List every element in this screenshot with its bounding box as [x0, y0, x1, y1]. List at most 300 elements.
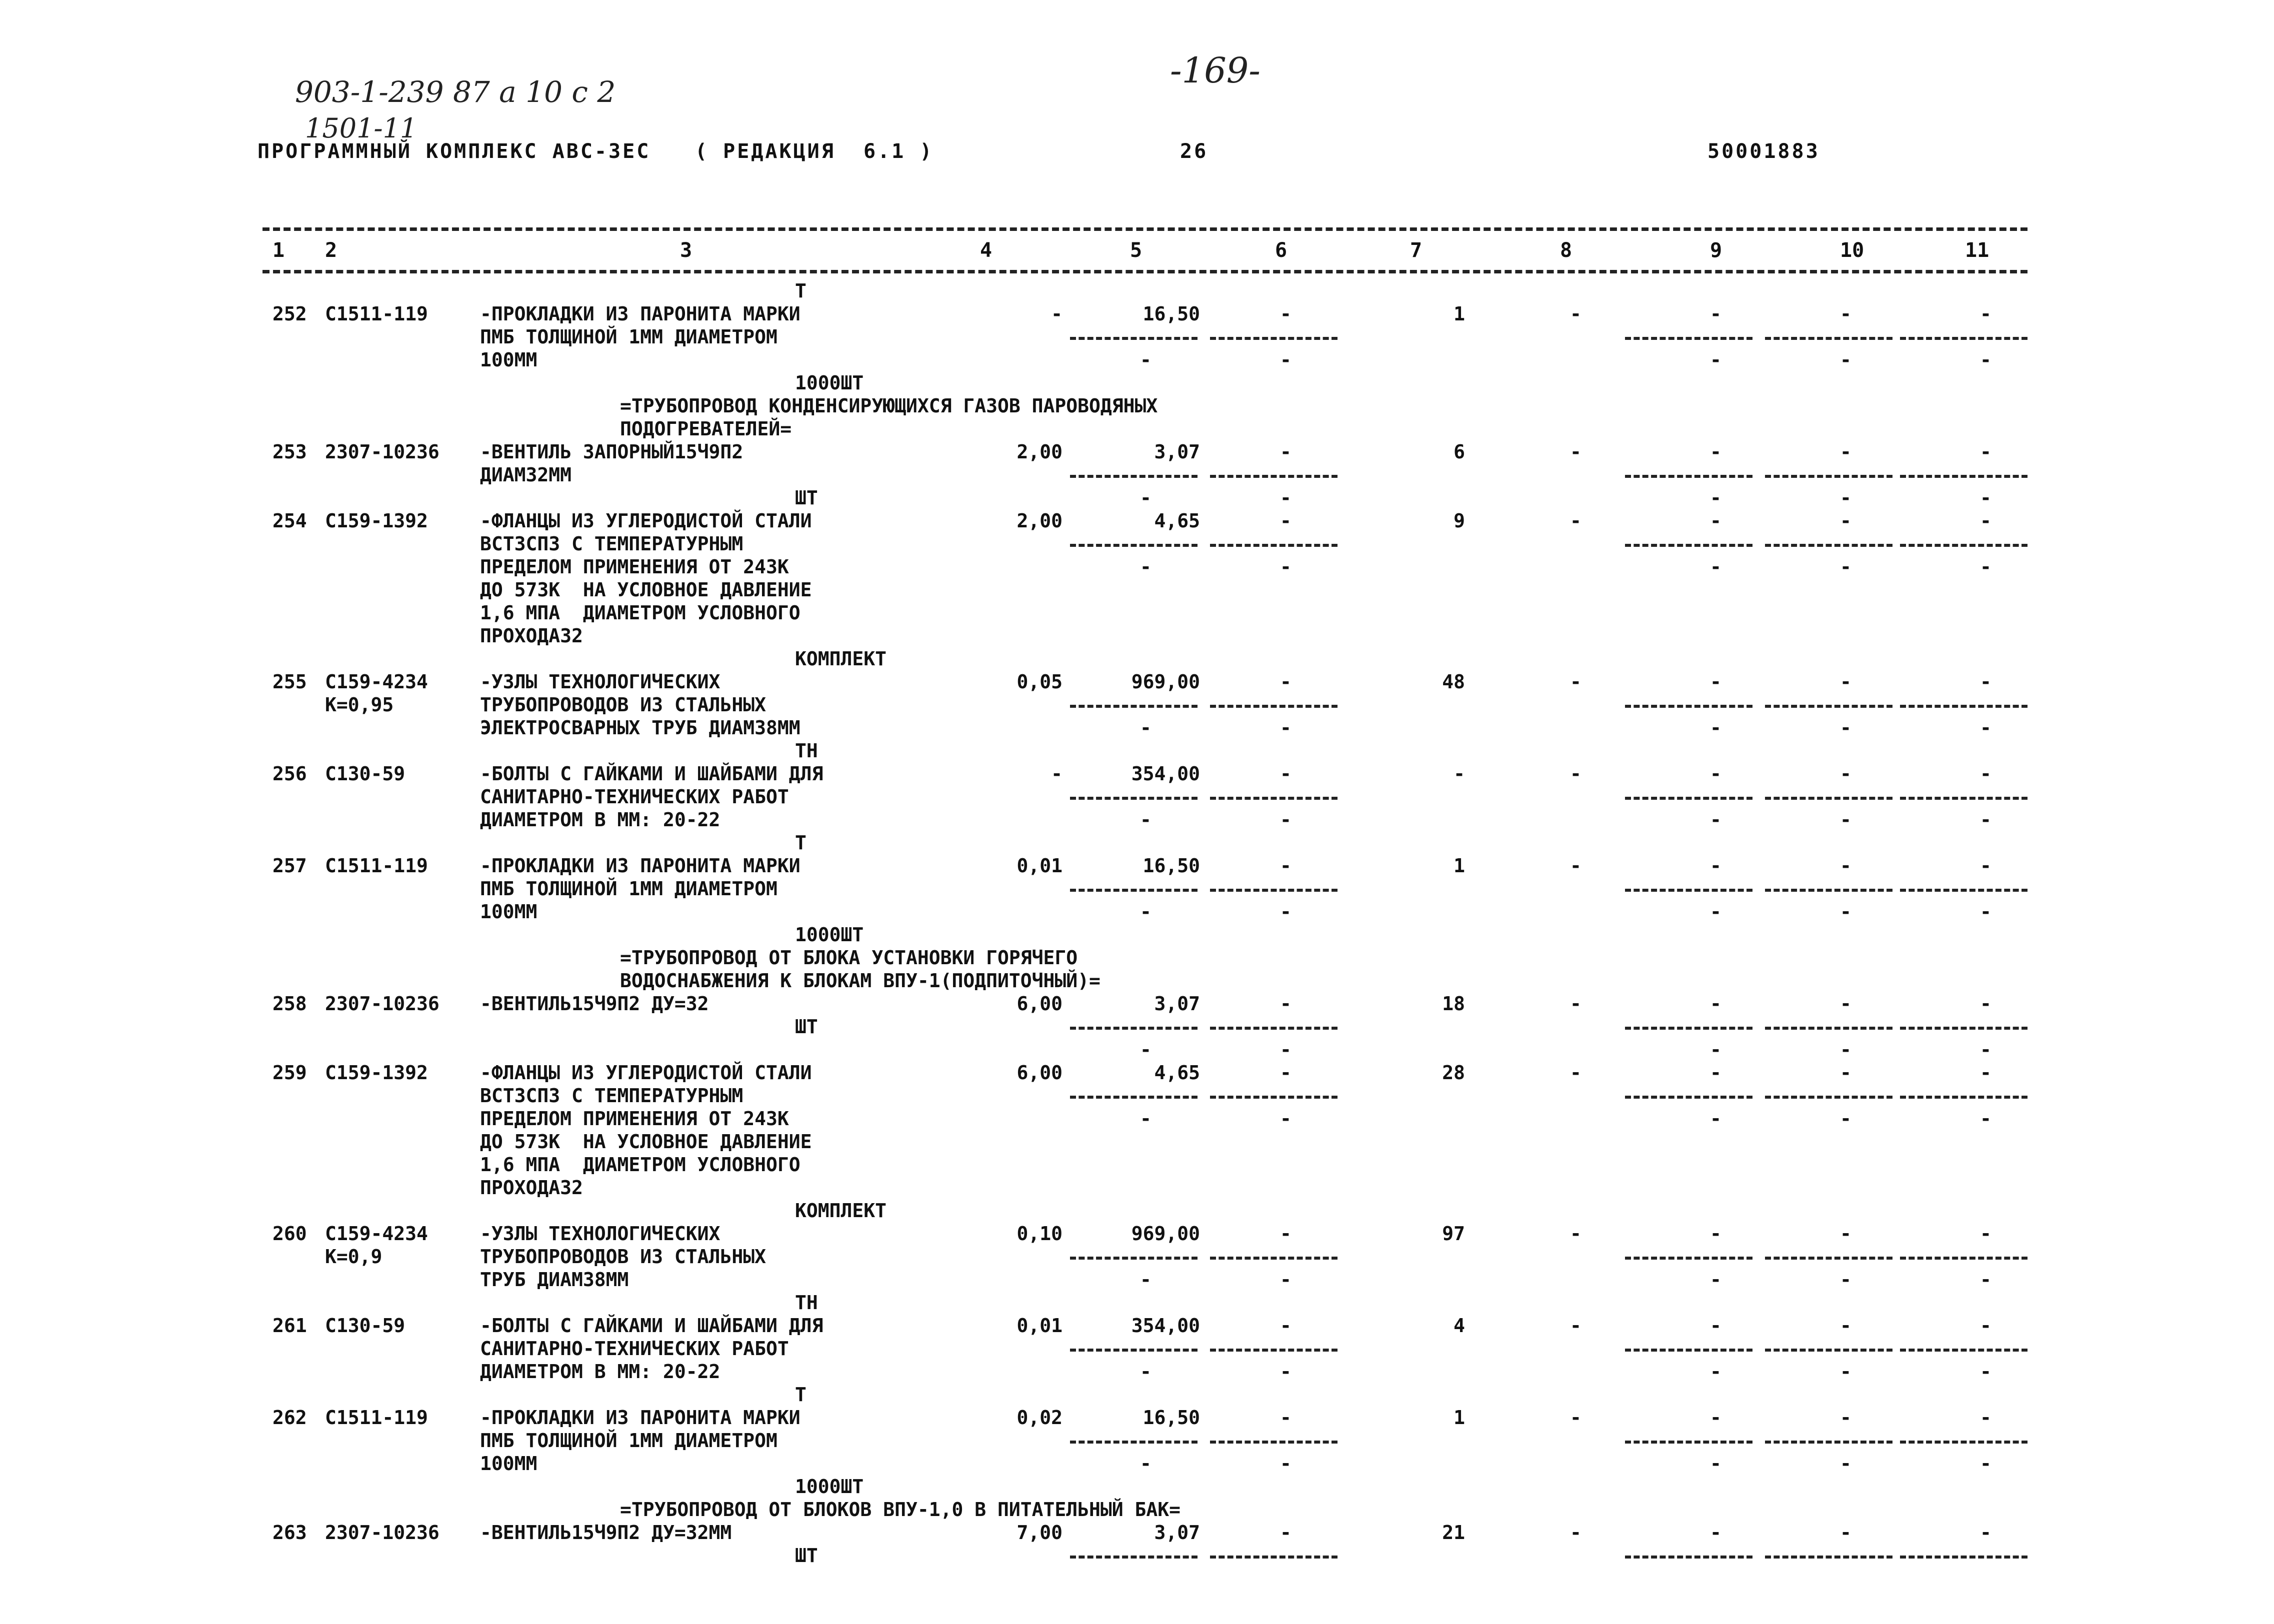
column-number-5: 5: [1130, 239, 1142, 262]
col-11-value: -: [1980, 671, 1992, 693]
sub-value: -: [1140, 349, 1152, 371]
item-name-line: ПМБ ТОЛЩИНОЙ 1ММ ДИАМЕТРОМ: [480, 878, 778, 900]
handwritten-sheet-code: 1501-11: [305, 112, 418, 144]
sub-value: -: [1280, 1453, 1292, 1475]
col-6-value: -: [1280, 1062, 1292, 1084]
row-number: 254: [272, 510, 307, 532]
dashed-subtotal-line: [1210, 1349, 1338, 1352]
dashed-subtotal-line: [1210, 1441, 1338, 1444]
section-title: =ТРУБОПРОВОД ОТ БЛОКА УСТАНОВКИ ГОРЯЧЕГО: [620, 947, 1078, 969]
col-6-value: -: [1280, 441, 1292, 463]
dashed-subtotal-line: [1070, 475, 1198, 478]
col-6-value: -: [1280, 1315, 1292, 1337]
col-7-value: 1: [1454, 855, 1465, 877]
unit-price: 3,07: [1154, 993, 1200, 1015]
row-continuation: [0, 579, 2274, 602]
sub-value: -: [1140, 556, 1152, 578]
sub-value: -: [1280, 1361, 1292, 1383]
row-continuation: [0, 786, 2274, 809]
col-7-value: 1: [1454, 1407, 1465, 1429]
row-number: 252: [272, 303, 307, 325]
quantity: -: [1051, 763, 1062, 785]
col-6-value: -: [1280, 855, 1292, 877]
unit-price: 16,50: [1142, 1407, 1200, 1429]
item-name-line: САНИТАРНО-ТЕХНИЧЕСКИХ РАБОТ: [480, 786, 789, 808]
column-number-1: 1: [272, 239, 285, 262]
unit-price: 16,50: [1142, 303, 1200, 325]
header-rule: [262, 270, 2028, 273]
unit-of-measure: [0, 487, 2274, 510]
dashed-subtotal-line: [1625, 1096, 1752, 1099]
dashed-subtotal-line: [1210, 705, 1338, 708]
row-continuation: [0, 1154, 2274, 1177]
sub-value: -: [1710, 1108, 1722, 1130]
section-heading: [0, 970, 2274, 993]
item-name-line: 100ММ: [480, 349, 538, 371]
section-heading: [0, 947, 2274, 970]
col-10-value: -: [1840, 1062, 1852, 1084]
dashed-subtotal-line: [1625, 1441, 1752, 1444]
col-11-value: -: [1980, 1223, 1992, 1245]
row-number: 259: [272, 1062, 307, 1084]
item-name-line: ТРУБОПРОВОДОВ ИЗ СТАЛЬНЫХ: [480, 694, 766, 716]
dashed-subtotal-line: [1900, 1556, 2028, 1559]
col-6-value: -: [1280, 510, 1292, 532]
row-continuation: [0, 349, 2274, 372]
col-6-value: -: [1280, 1223, 1292, 1245]
sub-value: -: [1140, 717, 1152, 739]
unit-label: ШТ: [795, 1545, 818, 1567]
col-9-value: -: [1710, 1062, 1722, 1084]
rate-code: 2307-10236: [325, 1522, 440, 1544]
dashed-subtotal-line: [1070, 797, 1198, 800]
col-9-value: -: [1710, 303, 1722, 325]
col-8-value: -: [1570, 441, 1582, 463]
dashed-subtotal-line: [1625, 337, 1752, 340]
dashed-subtotal-line: [1900, 797, 2028, 800]
item-name-line: ДО 573К НА УСЛОВНОЕ ДАВЛЕНИЕ: [480, 579, 812, 601]
col-9-value: -: [1710, 671, 1722, 693]
col-10-value: -: [1840, 1407, 1852, 1429]
col-8-value: -: [1570, 1223, 1582, 1245]
printout-page: 26: [1180, 140, 1208, 163]
item-name-line: ВСТ3СП3 С ТЕМПЕРАТУРНЫМ: [480, 1085, 744, 1107]
sub-value: -: [1980, 809, 1992, 831]
row-continuation: [0, 1131, 2274, 1154]
handwritten-project-code: 903-1-239 87 а 10 с 2: [295, 75, 616, 109]
unit-label: Т: [795, 832, 806, 854]
sub-value: -: [1980, 901, 1992, 923]
item-name: -ФЛАНЦЫ ИЗ УГЛЕРОДИСТОЙ СТАЛИ: [480, 510, 812, 532]
sub-value: -: [1140, 1453, 1152, 1475]
col-9-value: -: [1710, 1522, 1722, 1544]
unit-label: ШТ: [795, 1016, 818, 1038]
dashed-subtotal-line: [1625, 1349, 1752, 1352]
row-continuation: [0, 464, 2274, 487]
sub-value: -: [1710, 556, 1722, 578]
rate-code: С1511-119: [325, 303, 428, 325]
item-name: -ПРОКЛАДКИ ИЗ ПАРОНИТА МАРКИ: [480, 855, 800, 877]
table-row: [0, 855, 2274, 878]
unit-of-measure: [0, 1545, 2274, 1568]
coefficient: К=0,95: [325, 694, 394, 716]
item-name-line: ПРОХОДА32: [480, 1177, 583, 1199]
quantity: 2,00: [1016, 441, 1062, 463]
sub-value: -: [1980, 349, 1992, 371]
sub-value: -: [1980, 717, 1992, 739]
sub-value: -: [1840, 1108, 1852, 1130]
row-continuation: [0, 1246, 2274, 1269]
unit-price: 3,07: [1154, 1522, 1200, 1544]
dashed-subtotal-line: [1765, 1027, 1892, 1030]
column-number-10: 10: [1840, 239, 1864, 262]
dashed-subtotal-line: [1900, 337, 2028, 340]
row-continuation: [0, 625, 2274, 648]
sub-value: -: [1710, 1269, 1722, 1291]
col-6-value: -: [1280, 763, 1292, 785]
sub-value: -: [1280, 809, 1292, 831]
item-name-line: ДИАМ32ММ: [480, 464, 572, 486]
item-name-line: 100ММ: [480, 1453, 538, 1475]
item-name: -ВЕНТИЛЬ15Ч9П2 ДУ=32: [480, 993, 709, 1015]
column-number-11: 11: [1965, 239, 1990, 262]
col-11-value: -: [1980, 510, 1992, 532]
col-9-value: -: [1710, 763, 1722, 785]
dashed-subtotal-line: [1070, 1257, 1198, 1260]
section-heading: [0, 418, 2274, 441]
item-name-line: ДИАМЕТРОМ В ММ: 20-22: [480, 809, 720, 831]
row-number: 255: [272, 671, 307, 693]
dashed-subtotal-line: [1625, 475, 1752, 478]
dashed-subtotal-line: [1210, 544, 1338, 547]
table-row: [0, 1407, 2274, 1430]
rate-code: С130-59: [325, 1315, 406, 1337]
sub-value: -: [1840, 556, 1852, 578]
column-number-4: 4: [980, 239, 992, 262]
estimate-table: [0, 280, 2274, 1568]
dashed-subtotal-line: [1070, 1349, 1198, 1352]
sub-value: -: [1280, 556, 1292, 578]
sub-value: -: [1840, 1039, 1852, 1061]
item-name: -ВЕНТИЛЬ ЗАПОРНЫЙ15Ч9П2: [480, 441, 744, 463]
col-8-value: -: [1570, 1522, 1582, 1544]
unit-price: 16,50: [1142, 855, 1200, 877]
row-continuation: [0, 901, 2274, 924]
col-7-value: 4: [1454, 1315, 1465, 1337]
dashed-subtotal-line: [1625, 889, 1752, 892]
col-10-value: -: [1840, 993, 1852, 1015]
quantity: -: [1051, 303, 1062, 325]
unit-of-measure: [0, 832, 2274, 855]
col-8-value: -: [1570, 510, 1582, 532]
table-row: [0, 1223, 2274, 1246]
unit-label: Т: [795, 280, 806, 302]
col-7-value: 97: [1442, 1223, 1465, 1245]
col-10-value: -: [1840, 671, 1852, 693]
quantity: 0,02: [1016, 1407, 1062, 1429]
col-11-value: -: [1980, 1062, 1992, 1084]
unit-of-measure: [0, 280, 2274, 303]
col-11-value: -: [1980, 1407, 1992, 1429]
col-10-value: -: [1840, 1522, 1852, 1544]
col-10-value: -: [1840, 1315, 1852, 1337]
col-10-value: -: [1840, 763, 1852, 785]
col-7-value: 6: [1454, 441, 1465, 463]
col-11-value: -: [1980, 303, 1992, 325]
col-8-value: -: [1570, 303, 1582, 325]
table-row: [0, 763, 2274, 786]
rate-code: С159-4234: [325, 1223, 428, 1245]
row-number: 258: [272, 993, 307, 1015]
dashed-subtotal-line: [1765, 475, 1892, 478]
section-title: =ТРУБОПРОВОД КОНДЕНСИРУЮЩИХСЯ ГАЗОВ ПАРОВОДЯНЫХ: [620, 395, 1158, 417]
sub-value: -: [1140, 1269, 1152, 1291]
row-continuation: [0, 556, 2274, 579]
item-name-line: ДО 573К НА УСЛОВНОЕ ДАВЛЕНИЕ: [480, 1131, 812, 1153]
sub-value: -: [1710, 1453, 1722, 1475]
unit-of-measure: [0, 1016, 2274, 1039]
sub-value: -: [1980, 487, 1992, 509]
dashed-subtotal-line: [1900, 544, 2028, 547]
item-name-line: ДИАМЕТРОМ В ММ: 20-22: [480, 1361, 720, 1383]
sub-value: -: [1840, 1269, 1852, 1291]
table-row: [0, 441, 2274, 464]
row-number: 257: [272, 855, 307, 877]
section-title: ПОДОГРЕВАТЕЛЕЙ=: [620, 418, 792, 440]
unit-price: 354,00: [1131, 763, 1200, 785]
dashed-subtotal-line: [1070, 1027, 1198, 1030]
quantity: 6,00: [1016, 993, 1062, 1015]
dashed-subtotal-line: [1070, 1096, 1198, 1099]
coefficient: К=0,9: [325, 1246, 382, 1268]
row-number: 263: [272, 1522, 307, 1544]
row-continuation: [0, 533, 2274, 556]
dashed-subtotal-line: [1765, 1441, 1892, 1444]
unit-label: КОМПЛЕКТ: [795, 648, 887, 670]
table-row: [0, 671, 2274, 694]
edition-label: ( РЕДАКЦИЯ 6.1 ): [695, 140, 934, 163]
row-number: 262: [272, 1407, 307, 1429]
section-title: ВОДОСНАБЖЕНИЯ К БЛОКАМ ВПУ-1(ПОДПИТОЧНЫЙ)=: [620, 970, 1100, 992]
item-name-line: ПМБ ТОЛЩИНОЙ 1ММ ДИАМЕТРОМ: [480, 326, 778, 348]
col-8-value: -: [1570, 993, 1582, 1015]
row-continuation: [0, 1177, 2274, 1200]
dashed-subtotal-line: [1070, 544, 1198, 547]
unit-of-measure: [0, 924, 2274, 947]
row-continuation: [0, 1269, 2274, 1292]
col-10-value: -: [1840, 1223, 1852, 1245]
col-9-value: -: [1710, 1407, 1722, 1429]
unit-price: 3,07: [1154, 441, 1200, 463]
quantity: 6,00: [1016, 1062, 1062, 1084]
dashed-subtotal-line: [1625, 705, 1752, 708]
dashed-subtotal-line: [1900, 705, 2028, 708]
table-row: [0, 510, 2274, 533]
unit-label: КОМПЛЕКТ: [795, 1200, 887, 1222]
dashed-subtotal-line: [1765, 1257, 1892, 1260]
dashed-subtotal-line: [1070, 705, 1198, 708]
item-name: -БОЛТЫ С ГАЙКАМИ И ШАЙБАМИ ДЛЯ: [480, 1315, 824, 1337]
sub-value: -: [1280, 349, 1292, 371]
sub-value: -: [1140, 901, 1152, 923]
item-name-line: ПРЕДЕЛОМ ПРИМЕНЕНИЯ ОТ 243К: [480, 556, 789, 578]
row-continuation: [0, 602, 2274, 625]
dashed-subtotal-line: [1210, 1257, 1338, 1260]
row-number: 261: [272, 1315, 307, 1337]
col-8-value: -: [1570, 1315, 1582, 1337]
sub-value: -: [1280, 1269, 1292, 1291]
col-10-value: -: [1840, 303, 1852, 325]
sub-value: -: [1140, 1108, 1152, 1130]
dashed-subtotal-line: [1765, 705, 1892, 708]
col-6-value: -: [1280, 1522, 1292, 1544]
unit-label: 1000ШТ: [795, 924, 864, 946]
sub-value: -: [1840, 1453, 1852, 1475]
dashed-subtotal-line: [1210, 1556, 1338, 1559]
col-9-value: -: [1710, 510, 1722, 532]
unit-label: Т: [795, 1384, 806, 1406]
dashed-subtotal-line: [1070, 337, 1198, 340]
row-continuation: [0, 694, 2274, 717]
dashed-subtotal-line: [1210, 889, 1338, 892]
dashed-subtotal-line: [1765, 1096, 1892, 1099]
dashed-subtotal-line: [1210, 1096, 1338, 1099]
item-name: -ВЕНТИЛЬ15Ч9П2 ДУ=32ММ: [480, 1522, 732, 1544]
item-name-line: ПМБ ТОЛЩИНОЙ 1ММ ДИАМЕТРОМ: [480, 1430, 778, 1452]
sub-value: -: [1140, 1361, 1152, 1383]
column-numbers: [262, 239, 2028, 264]
col-9-value: -: [1710, 1223, 1722, 1245]
item-name: -ПРОКЛАДКИ ИЗ ПАРОНИТА МАРКИ: [480, 1407, 800, 1429]
item-name-line: ЭЛЕКТРОСВАРНЫХ ТРУБ ДИАМ38ММ: [480, 717, 800, 739]
unit-of-measure: [0, 1200, 2274, 1223]
page-number: -169-: [1170, 50, 1260, 91]
col-6-value: -: [1280, 993, 1292, 1015]
col-11-value: -: [1980, 993, 1992, 1015]
sub-value: -: [1840, 901, 1852, 923]
col-7-value: 21: [1442, 1522, 1465, 1544]
col-6-value: -: [1280, 671, 1292, 693]
col-6-value: -: [1280, 1407, 1292, 1429]
col-7-value: 9: [1454, 510, 1465, 532]
sub-value: -: [1710, 1039, 1722, 1061]
section-heading: [0, 395, 2274, 418]
document-code: 50001883: [1708, 140, 1820, 163]
unit-label: 1000ШТ: [795, 1476, 864, 1498]
table-row: [0, 1315, 2274, 1338]
item-name-line: ПРЕДЕЛОМ ПРИМЕНЕНИЯ ОТ 243К: [480, 1108, 789, 1130]
row-number: 256: [272, 763, 307, 785]
quantity: 2,00: [1016, 510, 1062, 532]
col-11-value: -: [1980, 1315, 1992, 1337]
dashed-subtotal-line: [1900, 1096, 2028, 1099]
top-rule: [262, 227, 2028, 231]
col-8-value: -: [1570, 671, 1582, 693]
item-name-line: ПРОХОДА32: [480, 625, 583, 647]
item-name: -ПРОКЛАДКИ ИЗ ПАРОНИТА МАРКИ: [480, 303, 800, 325]
column-number-7: 7: [1410, 239, 1422, 262]
dashed-subtotal-line: [1900, 889, 2028, 892]
sub-value: -: [1280, 901, 1292, 923]
unit-label: ШТ: [795, 487, 818, 509]
sub-value: -: [1980, 1361, 1992, 1383]
program-title: ПРОГРАММНЫЙ КОМПЛЕКС АВС-ЗЕС: [258, 140, 651, 163]
sub-value: -: [1980, 1108, 1992, 1130]
dashed-subtotal-line: [1765, 1556, 1892, 1559]
item-name-line: ВСТ3СП3 С ТЕМПЕРАТУРНЫМ: [480, 533, 744, 555]
col-7-value: -: [1454, 763, 1465, 785]
sub-value: -: [1980, 1269, 1992, 1291]
item-name: -ФЛАНЦЫ ИЗ УГЛЕРОДИСТОЙ СТАЛИ: [480, 1062, 812, 1084]
col-9-value: -: [1710, 855, 1722, 877]
sub-value: -: [1280, 717, 1292, 739]
sub-value: -: [1140, 809, 1152, 831]
col-9-value: -: [1710, 993, 1722, 1015]
dashed-subtotal-line: [1625, 1027, 1752, 1030]
item-name-line: 1,6 МПА ДИАМЕТРОМ УСЛОВНОГО: [480, 602, 800, 624]
unit-price: 354,00: [1131, 1315, 1200, 1337]
quantity: 0,05: [1016, 671, 1062, 693]
col-7-value: 18: [1442, 993, 1465, 1015]
sub-value: -: [1280, 1108, 1292, 1130]
sub-value: -: [1280, 487, 1292, 509]
quantity: 0,01: [1016, 1315, 1062, 1337]
dashed-subtotal-line: [1900, 1441, 2028, 1444]
table-row: [0, 993, 2274, 1016]
sub-value: -: [1710, 349, 1722, 371]
dashed-subtotal-line: [1625, 1556, 1752, 1559]
unit-price: 4,65: [1154, 510, 1200, 532]
dashed-subtotal-line: [1210, 475, 1338, 478]
unit-label: 1000ШТ: [795, 372, 864, 394]
sub-value: -: [1710, 1361, 1722, 1383]
dashed-subtotal-line: [1765, 1349, 1892, 1352]
sub-value: -: [1980, 1039, 1992, 1061]
sub-value: -: [1710, 809, 1722, 831]
dashed-subtotal-line: [1900, 1349, 2028, 1352]
dashed-subtotal-line: [1765, 544, 1892, 547]
item-name-line: ТРУБ ДИАМ38ММ: [480, 1269, 629, 1291]
sub-value: -: [1840, 809, 1852, 831]
sub-value: -: [1140, 487, 1152, 509]
item-name-line: 1,6 МПА ДИАМЕТРОМ УСЛОВНОГО: [480, 1154, 800, 1176]
col-7-value: 28: [1442, 1062, 1465, 1084]
unit-of-measure: [0, 740, 2274, 763]
sub-value: -: [1710, 717, 1722, 739]
col-11-value: -: [1980, 441, 1992, 463]
unit-price: 969,00: [1131, 1223, 1200, 1245]
sub-value: -: [1140, 1039, 1152, 1061]
rate-code: 2307-10236: [325, 993, 440, 1015]
dashed-subtotal-line: [1765, 337, 1892, 340]
sub-value: -: [1840, 1361, 1852, 1383]
col-9-value: -: [1710, 441, 1722, 463]
sub-value: -: [1840, 487, 1852, 509]
dashed-subtotal-line: [1625, 797, 1752, 800]
dashed-subtotal-line: [1070, 889, 1198, 892]
dashed-subtotal-line: [1210, 797, 1338, 800]
unit-label: ТН: [795, 1292, 818, 1314]
sub-value: -: [1710, 487, 1722, 509]
col-11-value: -: [1980, 1522, 1992, 1544]
dashed-subtotal-line: [1070, 1441, 1198, 1444]
col-8-value: -: [1570, 1407, 1582, 1429]
item-name: -УЗЛЫ ТЕХНОЛОГИЧЕСКИХ: [480, 1223, 720, 1245]
dashed-subtotal-line: [1900, 475, 2028, 478]
col-9-value: -: [1710, 1315, 1722, 1337]
row-continuation: [0, 1085, 2274, 1108]
dashed-subtotal-line: [1070, 1556, 1198, 1559]
